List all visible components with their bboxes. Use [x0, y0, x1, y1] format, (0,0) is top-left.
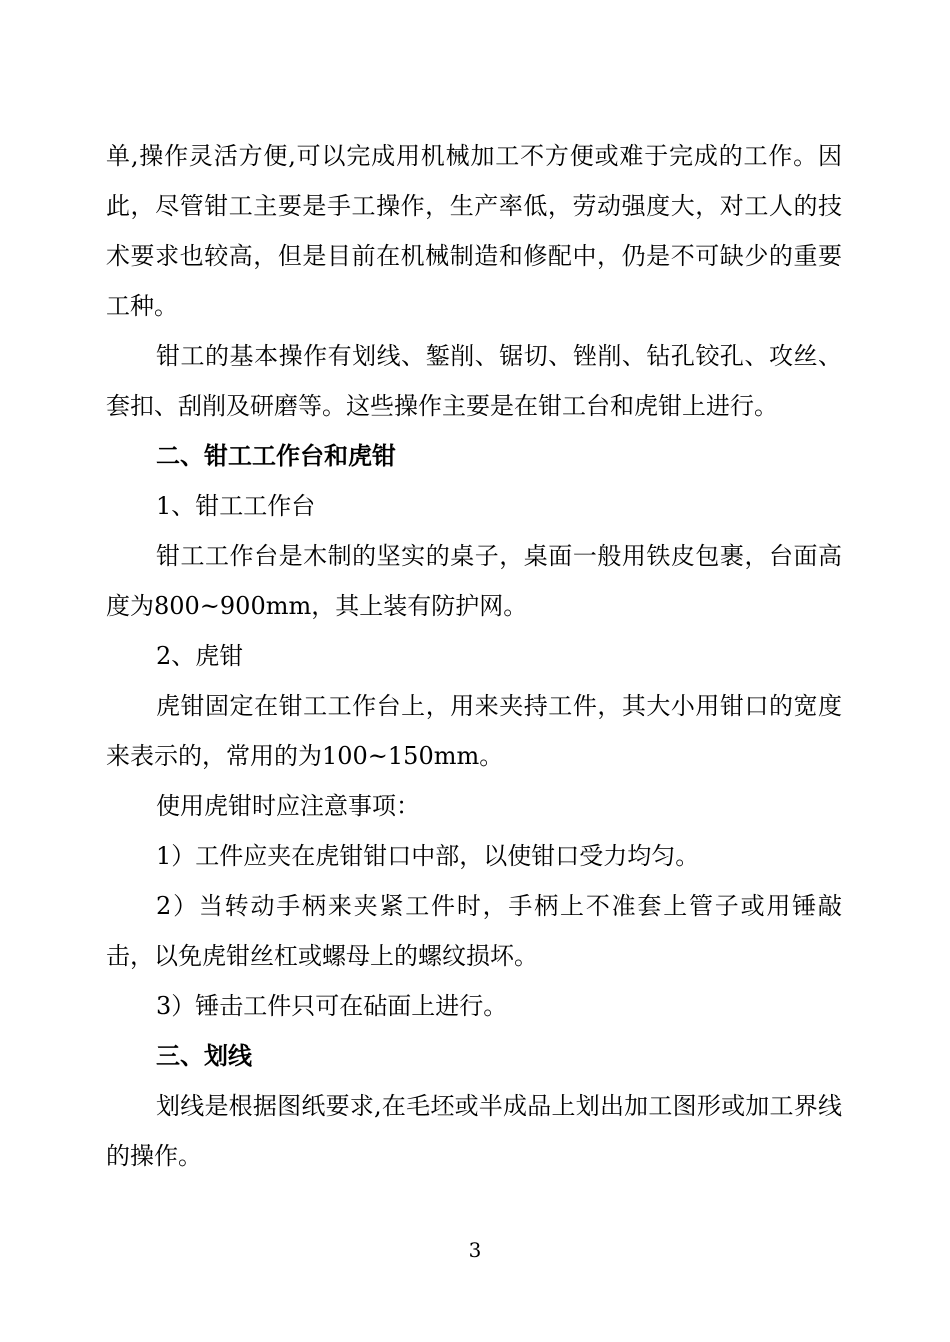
subheading-vise: 2、虎钳	[156, 642, 244, 670]
page-number: 3	[468, 1238, 482, 1262]
list-item-note-2: 2）当转动手柄来夹紧工件时，手柄上不准套上管子或用锤敲击，以免虎钳丝杠或螺母上的螺纹损坏。	[106, 892, 842, 970]
page-body	[106, 131, 842, 1181]
list-item-note-1: 1）工件应夹在虎钳钳口中部，以使钳口受力均匀。	[156, 842, 700, 870]
paragraph-fitter-overview: 单,操作灵活方便,可以完成用机械加工不方便或难于完成的工作。因此，尽管钳工主要是手工操作，生产率低，劳动强度大，对工人的技术要求也较高，但是目前在机械制造和修配中，仍是不可缺少的重要工种。	[106, 142, 842, 320]
paragraph-workbench: 钳工工作台是木制的坚实的桌子，桌面一般用铁皮包裹，台面高度为800~900mm，其上装有防护网。	[106, 542, 842, 620]
paragraph-basic-operations: 钳工的基本操作有划线、錾削、锯切、锉削、钻孔铰孔、攻丝、套扣、刮削及研磨等。这些操作主要是在钳工台和虎钳上进行。	[106, 342, 842, 420]
paragraph-marking: 划线是根据图纸要求,在毛坯或半成品上划出加工图形或加工界线的操作。	[106, 1092, 842, 1170]
paragraph-vise-notes-intro: 使用虎钳时应注意事项：	[156, 792, 420, 820]
list-item-note-3: 3）锤击工件只可在砧面上进行。	[156, 992, 508, 1020]
paragraph-vise: 虎钳固定在钳工工作台上，用来夹持工件，其大小用钳口的宽度来表示的，常用的为100~150mm。	[106, 692, 842, 770]
section-heading-marking: 三、划线	[156, 1042, 252, 1070]
subheading-workbench: 1、钳工工作台	[156, 492, 316, 520]
section-heading-workbench-vise: 二、钳工工作台和虎钳	[156, 442, 396, 470]
